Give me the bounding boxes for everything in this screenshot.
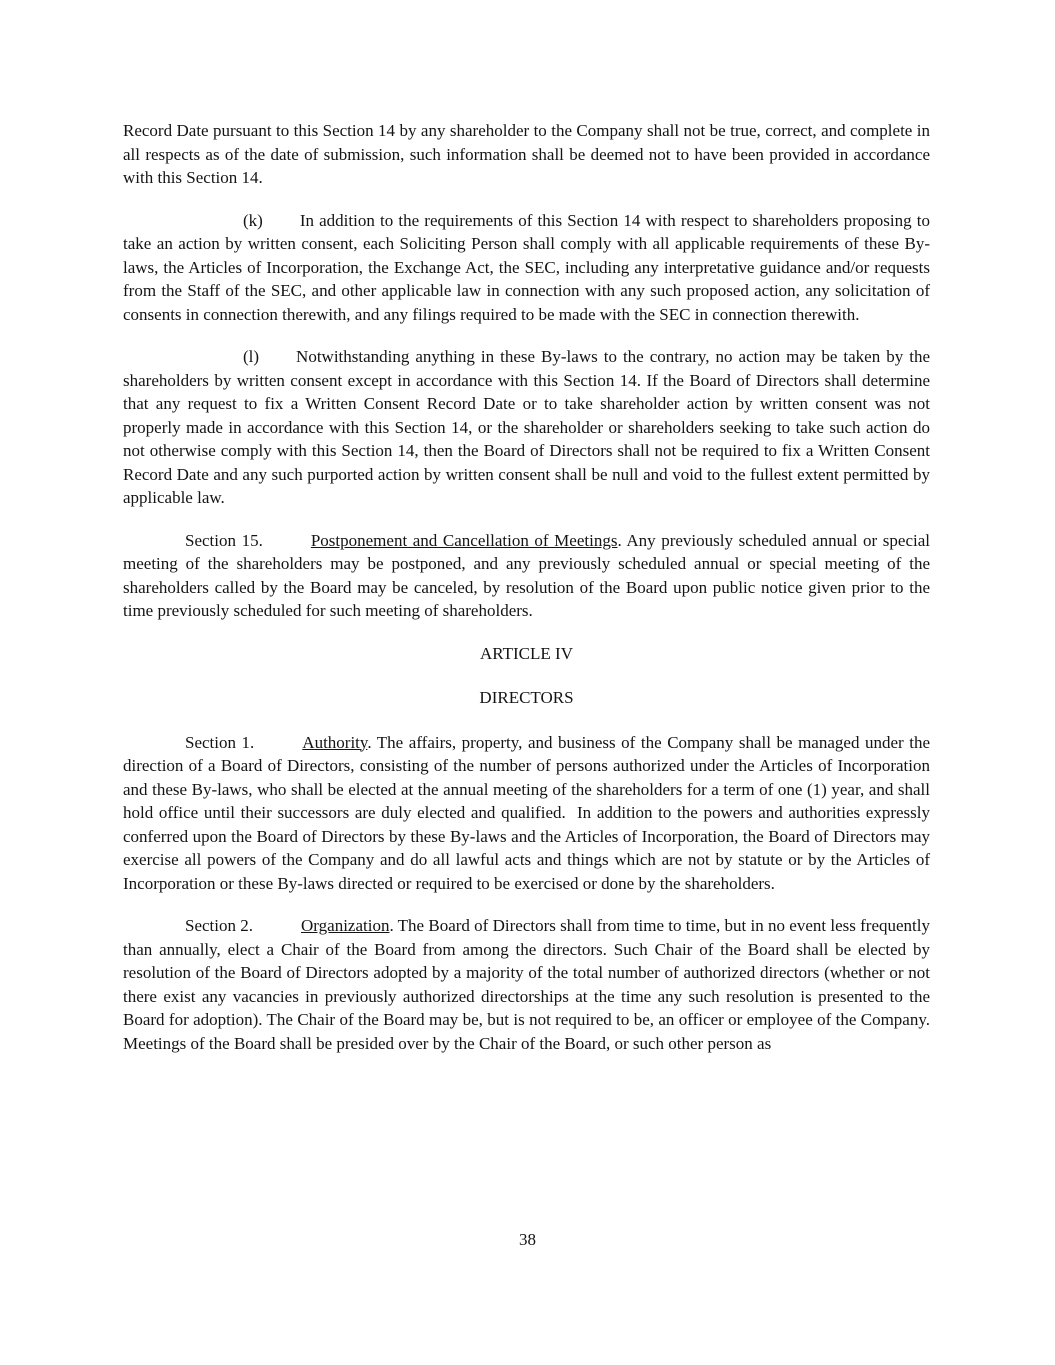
- section-1-text: . The affairs, property, and business of the Company shall be managed under the direction of a Board of Directors, consisting of the number of persons authorized under the Articles of Incorporation and these By-laws, who shall be elected at the annual meeting of the shareholders for a term of one (1) year, and shall hold office until their successors are duly elected and qualified. In addition to the powers and authorities expressly conferred upon the Board of Directors by these By-laws and the Articles of Incorporation, the Board of Directors may exercise all powers of the Company and do all lawful acts and things which are not by statute or by the Articles of Incorporation or these By-laws directed or required to be exercised or done by the shareholders.: [123, 732, 931, 893]
- paragraph-clause-l: [123, 345, 930, 510]
- clause-l-text: Notwithstanding anything in these By-laws to the contrary, no action may be taken by the shareholders by written consent except in accordance with this Section 14. If the Board of Directors shall determine that any request to fix a Written Consent Record Date or to take shareholder action by written consent was not properly made in accordance with this Section 14, or the shareholder or shareholders seeking to take such action do not otherwise comply with this Section 14, then the Board of Directors shall not be required to fix a Written Consent Record Date and any such purported action by written consent shall be null and void to the fullest extent permitted by applicable law.: [123, 347, 930, 507]
- clause-k-text: In addition to the requirements of this Section 14 with respect to shareholders proposing to take an action by written consent, each Soliciting Person shall comply with all applicable requirements of these By-laws, the Articles of Incorporation, the Exchange Act, the SEC, including any interpretative guidance and/or requests from the Staff of the SEC, and other applicable law in connection with any such proposed action, any solicitation of consents in connection therewith, and any filings required to be made with the SEC in connection therewith.: [123, 210, 930, 324]
- clause-k-label: (k): [243, 210, 263, 230]
- page-number: 38: [519, 1230, 536, 1249]
- article-iv-heading: ARTICLE IV: [480, 643, 573, 663]
- section-15-label: Section 15.: [185, 530, 263, 550]
- section-2-title: Organization: [301, 916, 390, 935]
- section-2-text: . The Board of Directors shall from time to time, but in no event less frequently than annually, elect a Chair of the Board from among the directors. Such Chair of the Board shall be elected by resolution of the Board of Directors adopted by a majority of the total number of authorized directors (whether or not there exist any vacancies in previously authorized directorships at the time any such resolution is presented to the Board for adoption). The Chair of the Board may be, but is not required to be, an officer or employee of the Company. Meetings of the Board shall be presided over by the Chair of the Board, or such other person as: [123, 916, 930, 1053]
- section-15-text: . Any previously scheduled annual or special meeting of the shareholders may be postponed, and any previously scheduled annual or special meeting of the shareholders called by the Board may be canceled, by resolution of the Board upon public notice given prior to the time previously scheduled for such meeting of shareholders.: [123, 530, 930, 620]
- section-1-label: Section 1.: [185, 732, 255, 752]
- paragraph-section-2: [123, 914, 930, 1055]
- clause-l-label: (l): [243, 347, 260, 366]
- document-body: [123, 119, 930, 1074]
- paragraph-continuation: [123, 119, 930, 190]
- section-15-title: Postponement and Cancellation of Meetings: [310, 530, 618, 550]
- paragraph-clause-k: [123, 209, 930, 327]
- section-2-label: Section 2.: [185, 916, 254, 935]
- directors-subheading: DIRECTORS: [479, 688, 574, 707]
- paragraph-section-1: [123, 731, 930, 896]
- paragraph-section-15: [123, 529, 930, 623]
- section-1-title: Authority: [302, 732, 368, 752]
- paragraph-continuation-text: Record Date pursuant to this Section 14 by any shareholder to the Company shall not be true, correct, and complete in all respects as of the date of submission, such information shall be deemed not to have been provided in accordance with this Section 14.: [123, 121, 930, 187]
